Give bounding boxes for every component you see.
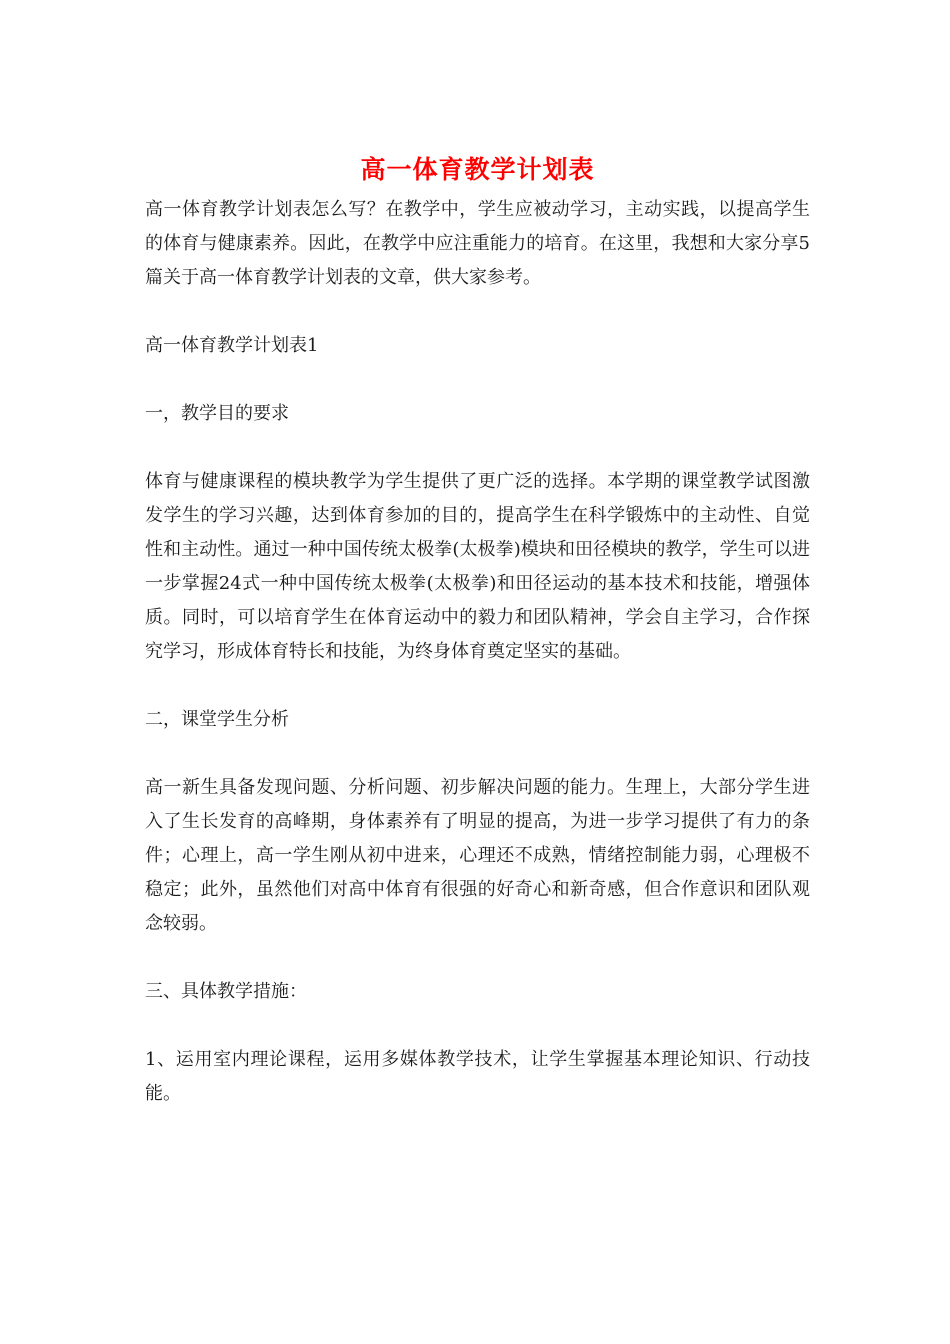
section-heading-2: 二，课堂学生分析	[145, 709, 289, 730]
spacer	[145, 1009, 810, 1043]
section-heading-3: 三、具体教学措施：	[145, 981, 307, 1002]
spacer	[145, 737, 810, 771]
section-heading-1: 一，教学目的要求	[145, 403, 289, 424]
spacer	[145, 941, 810, 975]
section-body-1: 体育与健康课程的模块教学为学生提供了更广泛的选择。本学期的课堂教学试图激发学生的学习兴趣，达到体育参加的目的，提高学生在科学锻炼中的主动性、自觉性和主动性。通过一种中国传统太极拳(太极拳)模块和田径模块的教学，学生可以进一步掌握24式一种中国传统太极拳(太极拳)和田径运动的基本技术和技能，增强体质。同时，可以培育学生在体育运动中的毅力和团队精神，学会自主学习，合作探究学习，形成体育特长和技能，为终身体育奠定坚实的基础。	[145, 471, 810, 662]
section-body-2: 高一新生具备发现问题、分析问题、初步解决问题的能力。生理上，大部分学生进入了生长发育的高峰期，身体素养有了明显的提高，为进一步学习提供了有力的条件；心理上，高一学生刚从初中进来，心理还不成熟，情绪控制能力弱，心理极不稳定；此外，虽然他们对高中体育有很强的好奇心和新奇感，但合作意识和团队观念较弱。	[145, 777, 810, 934]
spacer	[145, 363, 810, 397]
spacer	[145, 295, 810, 329]
document-title: 高一体育教学计划表	[360, 155, 595, 184]
intro-paragraph: 高一体育教学计划表怎么写？在教学中，学生应被动学习，主动实践，以提高学生的体育与健康素养。因此，在教学中应注重能力的培育。在这里，我想和大家分享5篇关于高一体育教学计划表的文章，供大家参考。	[145, 199, 810, 288]
spacer	[145, 669, 810, 703]
document-page	[145, 150, 810, 1111]
section-body-3: 1、运用室内理论课程，运用多媒体教学技术，让学生掌握基本理论知识、行动技能。	[145, 1049, 810, 1104]
article-title: 高一体育教学计划表1	[145, 335, 319, 356]
spacer	[145, 431, 810, 465]
